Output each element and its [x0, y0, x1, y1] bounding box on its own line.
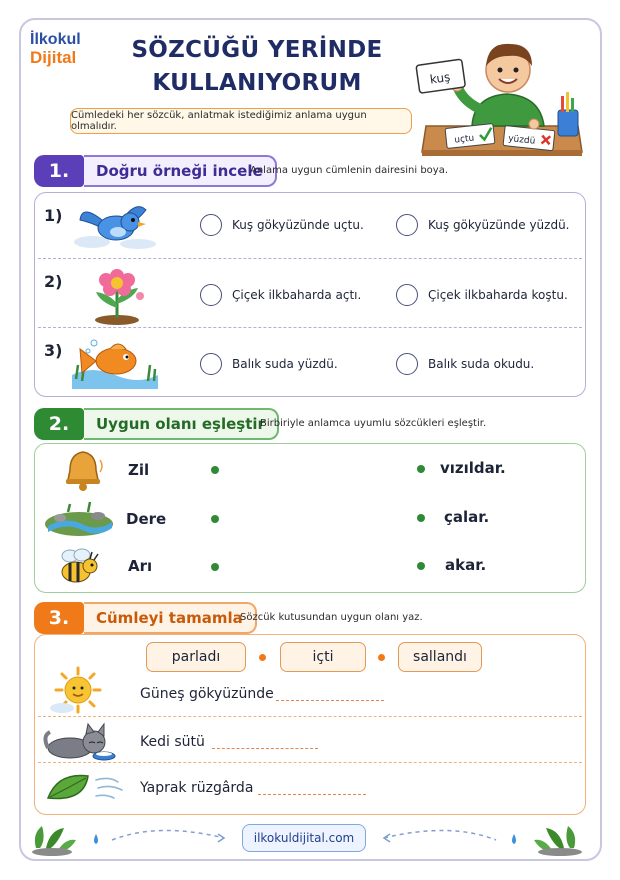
footer-right-decoration [380, 818, 588, 856]
sun-icon [50, 666, 106, 714]
fish-icon [70, 335, 160, 389]
option-text: Balık suda yüzdü. [232, 357, 338, 371]
bird-icon [72, 200, 158, 250]
option-1a[interactable] [200, 214, 364, 236]
section-1-instruction: Anlama uygun cümlenin dairesini boya. [250, 165, 449, 176]
match-left-word: Dere [126, 510, 167, 528]
answer-circle[interactable] [396, 214, 418, 236]
title-line-1: SÖZCÜĞÜ YERİNDE [131, 37, 383, 63]
brand-line-2: Dijital [30, 47, 77, 67]
card-word: kuş [428, 69, 452, 87]
option-text: Çiçek ilkbaharda açtı. [232, 288, 362, 302]
flower-icon [84, 262, 150, 326]
card-left-word: uçtu [453, 133, 475, 146]
option-text: Kuş gökyüzünde yüzdü. [428, 218, 570, 232]
brand-line-1: İlkokul [30, 31, 81, 48]
option-text: Kuş gökyüzünde uçtu. [232, 218, 364, 232]
match-left-dot[interactable] [211, 466, 219, 474]
info-note: Cümledeki her sözcük, anlatmak istediğimiz anlama uygun olmalıdır. [70, 108, 412, 134]
section-2-header [34, 408, 279, 440]
option-text: Balık suda okudu. [428, 357, 535, 371]
match-left-word: Arı [128, 557, 153, 575]
match-left-dot[interactable] [211, 563, 219, 571]
section-2-instruction: Birbiriyle anlamca uyumlu sözcükleri eşleştir. [260, 418, 487, 429]
section-2-label: Uygun olanı eşleştir [84, 408, 279, 440]
match-left-dot[interactable] [211, 515, 219, 523]
word-box-item: parladı [146, 642, 246, 672]
answer-circle[interactable] [396, 353, 418, 375]
question-number: 3) [44, 341, 63, 360]
option-2b[interactable] [396, 284, 568, 306]
section-2-number: 2. [34, 408, 84, 440]
leaf-icon [44, 768, 124, 808]
answer-blank[interactable] [276, 700, 384, 701]
section-3-label: Cümleyi tamamla [84, 602, 257, 634]
stream-icon [42, 500, 116, 540]
title-line-2: KULLANIYORUM [152, 70, 362, 96]
section-3-instruction: Sözcük kutusundan uygun olanı yaz. [240, 612, 423, 623]
section-1-header [34, 155, 277, 187]
brand-logo [30, 32, 81, 67]
answer-circle[interactable] [200, 353, 222, 375]
bee-icon [54, 546, 100, 586]
word-box-item: sallandı [398, 642, 482, 672]
word-separator-dot [378, 654, 385, 661]
question-number: 2) [44, 272, 63, 291]
match-left-word: Zil [128, 461, 150, 479]
match-right-dot[interactable] [417, 465, 425, 473]
word-separator-dot [259, 654, 266, 661]
row-divider [38, 716, 582, 717]
option-2a[interactable] [200, 284, 361, 306]
row-divider [38, 258, 582, 259]
footer-website-link[interactable]: ilkokuldijital.com [242, 824, 366, 852]
answer-blank[interactable] [258, 794, 366, 795]
answer-circle[interactable] [200, 284, 222, 306]
page-title [128, 34, 386, 100]
option-3a[interactable] [200, 353, 338, 375]
match-right-word: çalar. [444, 508, 490, 526]
boy-with-cards-illustration [412, 26, 588, 164]
answer-blank[interactable] [212, 748, 318, 749]
option-text: Çiçek ilkbaharda koştu. [428, 288, 568, 302]
cat-icon [42, 718, 116, 762]
question-number: 1) [44, 206, 63, 225]
answer-circle[interactable] [396, 284, 418, 306]
row-divider [38, 762, 582, 763]
card-right-word: yüzdü [507, 133, 536, 147]
match-right-dot[interactable] [417, 514, 425, 522]
bell-icon [62, 448, 104, 492]
row-divider [38, 327, 582, 328]
sentence-text: Yaprak rüzgârda [140, 780, 254, 796]
section-3-header [34, 602, 257, 634]
answer-circle[interactable] [200, 214, 222, 236]
match-right-word: akar. [445, 556, 487, 574]
sentence-text: Güneş gökyüzünde [140, 686, 274, 702]
section-3-number: 3. [34, 602, 84, 634]
section-1-label: Doğru örneği incele [84, 155, 277, 187]
option-1b[interactable] [396, 214, 570, 236]
section-1-number: 1. [34, 155, 84, 187]
match-right-dot[interactable] [417, 562, 425, 570]
match-right-word: vızıldar. [440, 459, 506, 477]
sentence-text: Kedi sütü [140, 734, 205, 750]
option-3b[interactable] [396, 353, 534, 375]
word-box-item: içti [280, 642, 366, 672]
footer-left-decoration [28, 818, 228, 856]
